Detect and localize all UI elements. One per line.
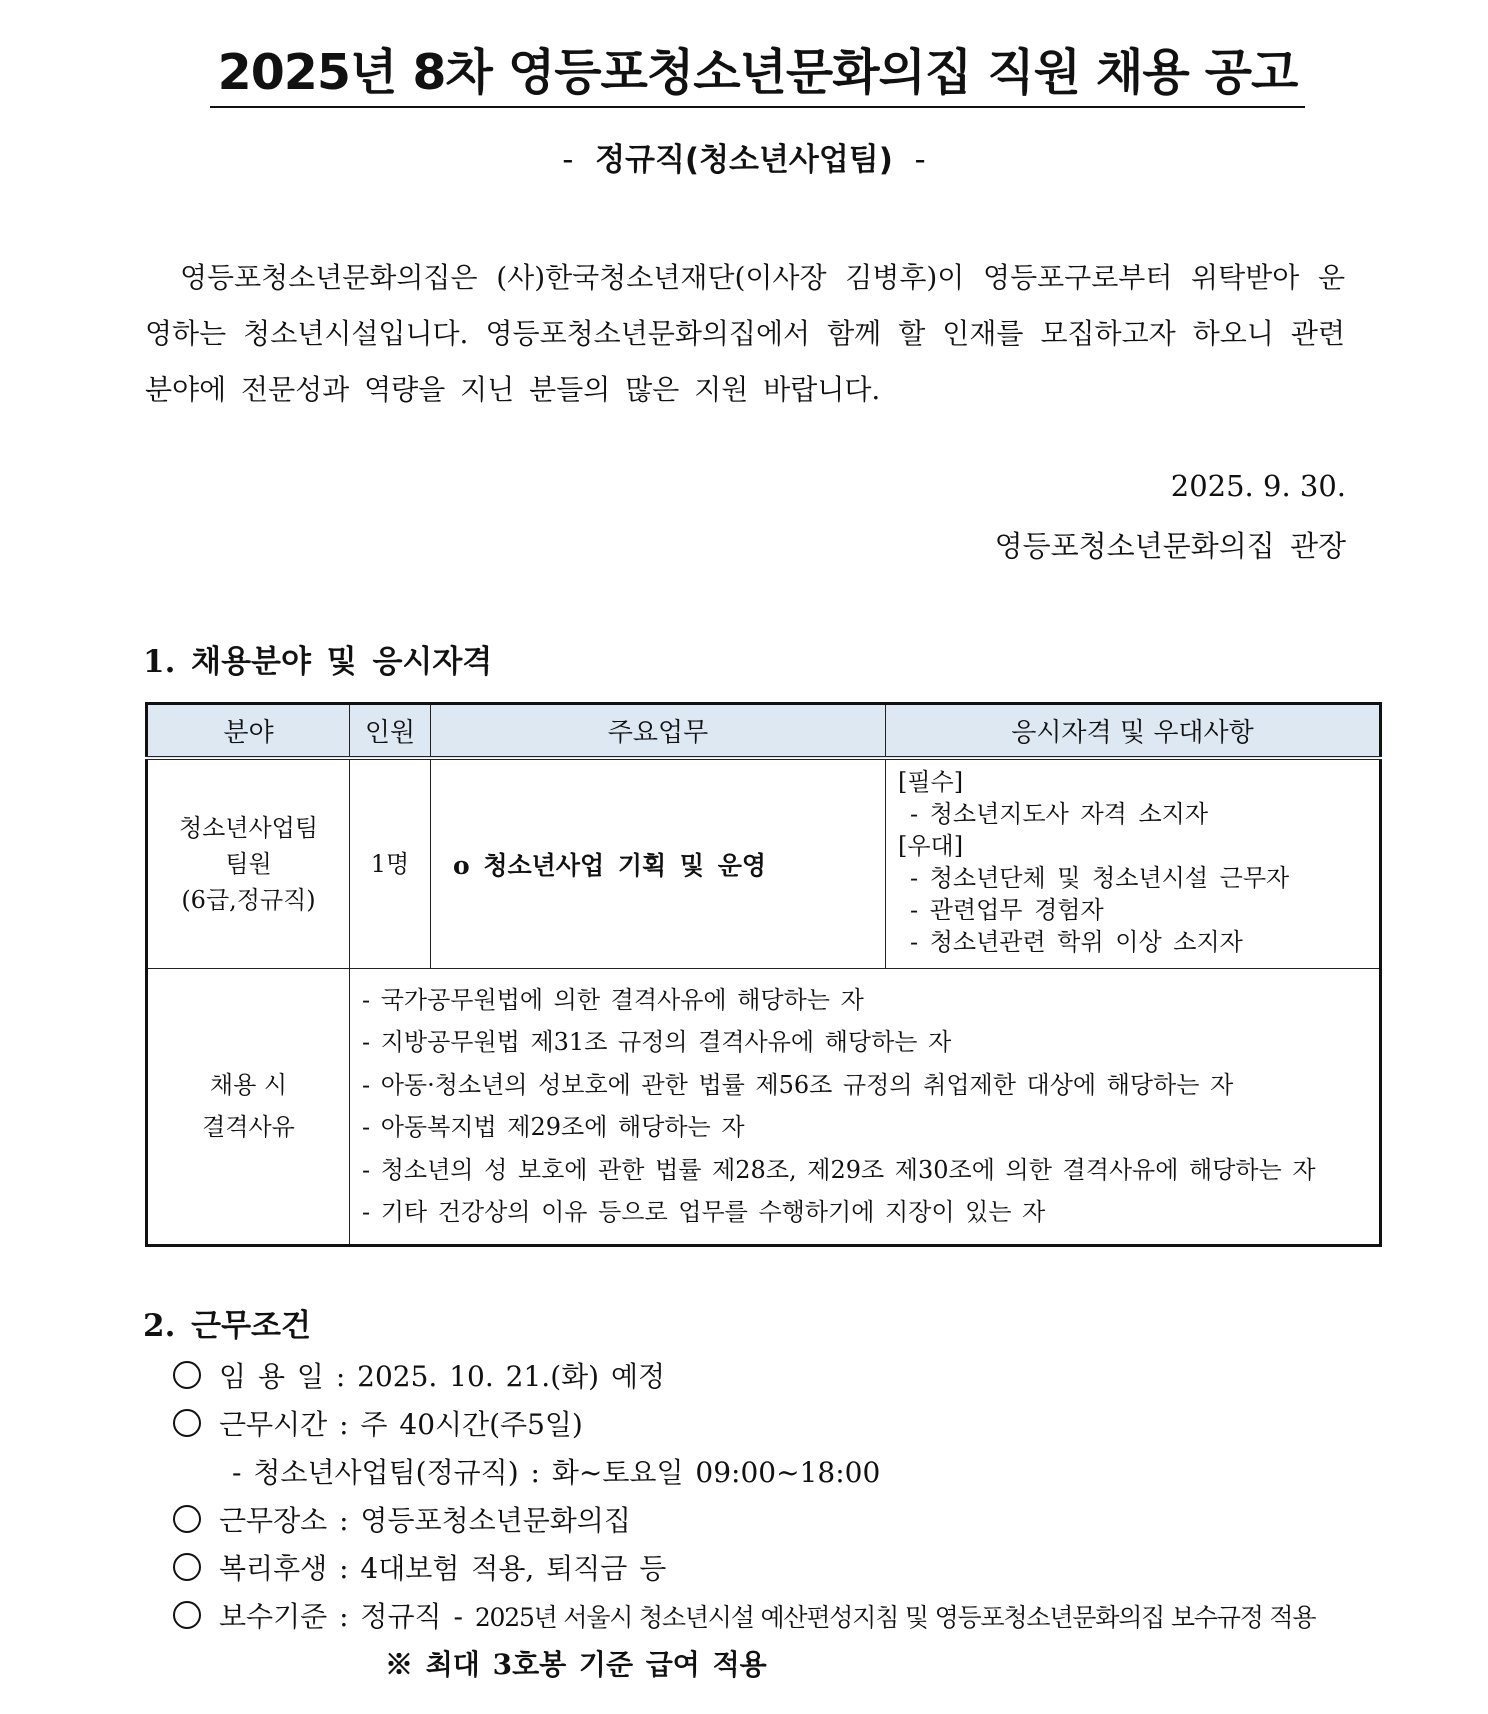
condition-pay [173,1594,1315,1641]
col-header-headcount: 인원 [350,704,431,759]
condition-hours-detail: - 청소년사업팀(정규직) : 화~토요일 09:00~18:00 [232,1456,881,1489]
circle-bullet-icon [173,1553,201,1581]
pay-note: ※ 최대 3호봉 기준 급여 적용 [385,1648,767,1681]
qualification-line: [필수] [898,768,964,796]
section1-heading: 1. 채용분야 및 응시자격 [143,644,493,680]
recruitment-table [145,702,1382,1247]
table-row [147,758,1381,968]
disqualification-item: - 아동·청소년의 성보호에 관한 법률 제56조 규정의 취업제한 대상에 해당하는 자 [362,1070,1234,1099]
qualification-line: - 청소년지도사 자격 소지자 [910,800,1209,828]
circle-bullet-icon [173,1505,201,1533]
condition-location [173,1498,631,1544]
headcount-cell: 1명 [350,758,431,968]
pay-detail: 2025년 서울시 청소년시설 예산편성지침 및 영등포청소년문화의집 보수규정 적용 [474,1603,1316,1632]
disqualification-item: - 청소년의 성 보호에 관한 법률 제28조, 제29조 제30조에 의한 결격사유에 해당하는 자 [362,1155,1316,1184]
welfare-text: 복리후생 : 4대보험 적용, 퇴직금 등 [219,1552,667,1585]
subtitle-dash-right: - [914,142,926,178]
notice-title: 2025년 8차 영등포청소년문화의집 직원 채용 공고 [217,44,1298,101]
condition-hours [173,1402,583,1448]
duty-cell: o 청소년사업 기획 및 운영 [431,758,886,968]
disqualification-item: - 지방공무원법 제31조 규정의 결격사유에 해당하는 자 [362,1028,952,1056]
hours-text: 근무시간 : 주 40시간(주5일) [219,1408,583,1441]
qualification-line: [우대] [898,832,964,860]
col-header-duty: 주요업무 [431,704,886,759]
condition-start-date [173,1354,665,1400]
qualification-line: - 청소년관련 학위 이상 소지자 [910,928,1243,956]
pay-label: 보수기준 : 정규직 - [219,1600,475,1633]
disqualification-label-cell [147,968,350,1245]
circle-bullet-icon [173,1361,201,1389]
disqualification-label-line: 채용 시 [209,1071,288,1099]
disqualification-label-line: 결격사유 [202,1113,295,1141]
subtitle-text: 정규직(청소년사업팀) [595,142,893,178]
disqualification-item: - 국가공무원법에 의한 결격사유에 해당하는 자 [362,985,864,1014]
field-line: 팀원 [225,849,272,878]
start-date-text: 임 용 일 : 2025. 10. 21.(화) 예정 [219,1360,666,1393]
intro-paragraph: 영등포청소년문화의집은 (사)한국청소년재단(이사장 김병후)이 영등포구로부터 위탁받아 운영하는 청소년시설입니다. 영등포청소년문화의집에서 함께 할 인재를 모집하고자 하오니 관련 분야에 전문성과 역량을 지닌 분들의 많은 지원 바랍니다. [145,261,1345,406]
field-line: (6급,정규직) [181,885,316,914]
qualification-line: - 청소년단체 및 청소년시설 근무자 [910,864,1290,892]
qualification-line: - 관련업무 경험자 [910,896,1104,924]
disqualification-cell [350,968,1381,1245]
circle-bullet-icon [173,1409,201,1437]
condition-welfare [173,1546,666,1592]
notice-issuer: 영등포청소년문화의집 관장 [994,529,1346,563]
title-underline [210,106,1305,108]
field-line: 청소년사업팀 [178,813,319,842]
location-text: 근무장소 : 영등포청소년문화의집 [219,1504,631,1537]
notice-date: 2025. 9. 30. [1170,469,1346,503]
table-header-row [147,704,1381,759]
table-row [147,968,1381,1245]
notice-subtitle [0,138,1488,182]
subtitle-dash-left: - [562,142,574,178]
disqualification-item: - 기타 건강상의 이유 등으로 업무를 수행하기에 지장이 있는 자 [362,1198,1046,1226]
qualification-cell [886,758,1381,968]
col-header-field: 분야 [147,704,350,759]
section2-heading: 2. 근무조건 [143,1308,311,1344]
col-header-qualification: 응시자격 및 우대사항 [886,704,1381,759]
field-cell [147,758,350,968]
disqualification-item: - 아동복지법 제29조에 해당하는 자 [362,1113,745,1141]
circle-bullet-icon [173,1601,201,1629]
